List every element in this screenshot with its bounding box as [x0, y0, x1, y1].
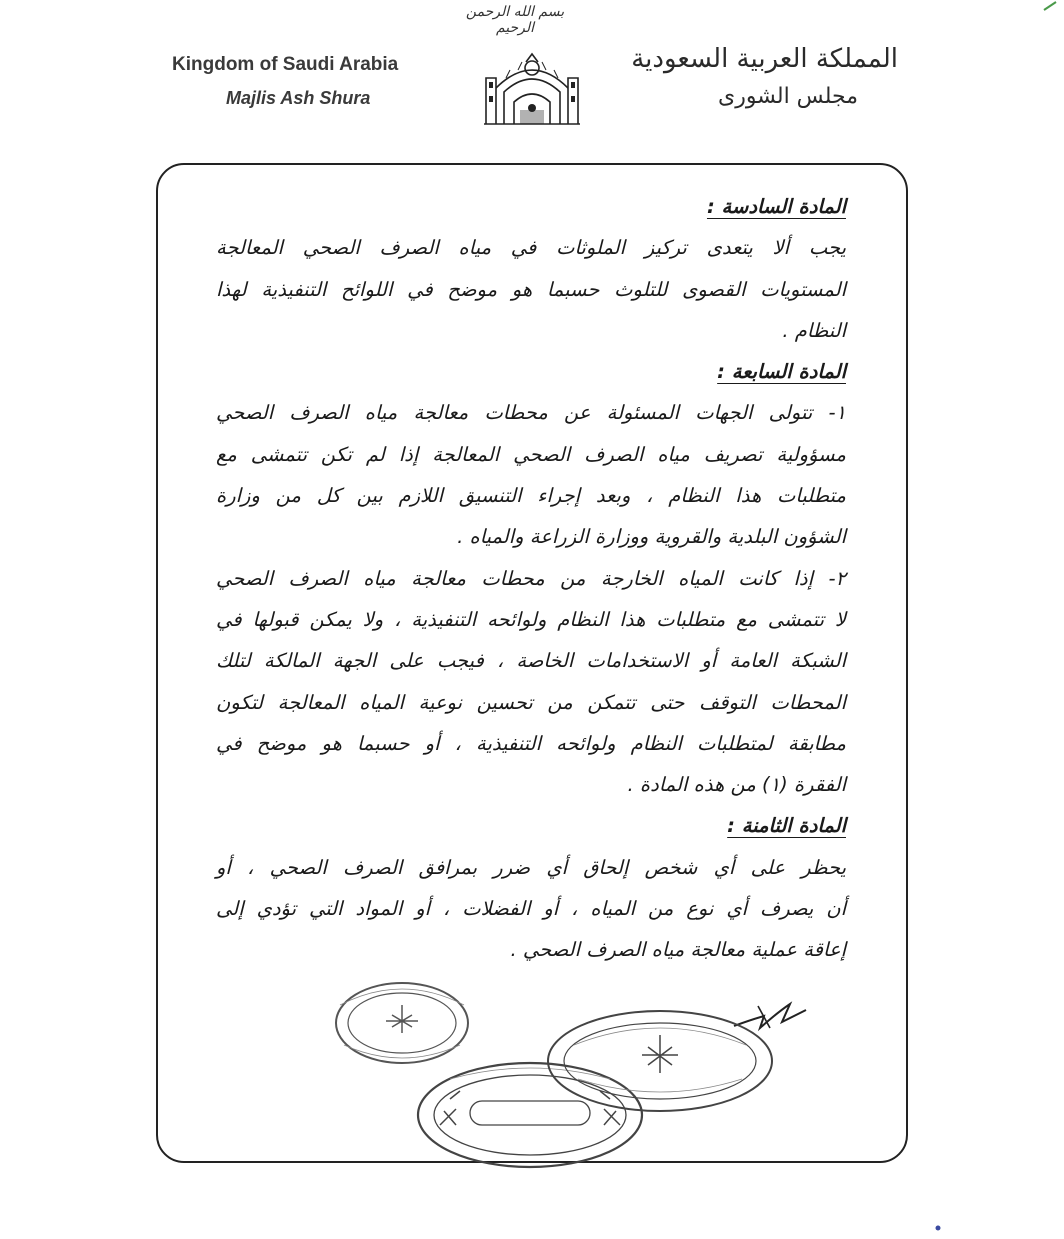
shura-stamp-icon [336, 983, 468, 1063]
article-6-line: يجب ألا يتعدى تركيز الملوثات في مياه الصرف الصحي المعالجة [216, 236, 846, 260]
english-title: Kingdom of Saudi Arabia [172, 54, 399, 75]
shura-emblem-icon [482, 48, 582, 126]
article-8-line: أن يصرف أي نوع من المياه ، أو الفضلات ، أو المواد التي تؤدي إلى [216, 897, 846, 921]
document-body [216, 186, 846, 971]
cabinet-stamp-icon [418, 1063, 642, 1167]
arabic-subtitle: مجلس الشورى [718, 84, 858, 109]
article-6-line: النظام . [782, 318, 846, 342]
arabic-title: المملكة العربية السعودية [631, 44, 898, 74]
basmala: بسم الله الرحمن الرحيم [465, 4, 565, 36]
article-6-line: المستويات القصوى للتلوث حسبما هو موضح في اللوائح التنفيذية لهذا [216, 277, 846, 301]
article-8-heading: المادة الثامنة : [727, 814, 846, 838]
article-7-line: مطابقة لمتطلبات النظام ولوائحه التنفيذية ، أو حسبما هو موضح في [216, 731, 846, 755]
english-subtitle: Majlis Ash Shura [226, 88, 371, 108]
official-stamps [320, 975, 880, 1175]
article-7-line: الشؤون البلدية والقروية ووزارة الزراعة والمياه . [457, 525, 846, 549]
article-7-line: الفقرة (١) من هذه المادة . [627, 773, 846, 797]
article-7-line: المحطات التوقف حتى تتمكن من تحسين نوعية المياه المعالجة لتكون [216, 690, 846, 714]
article-7-line: ١- تتولى الجهات المسئولة عن محطات معالجة مياه الصرف الصحي [216, 401, 846, 425]
kingdom-stamp-icon [548, 1011, 772, 1111]
article-7-heading: المادة السابعة : [717, 360, 846, 384]
scan-mark-icon [1042, 0, 1062, 12]
article-7-line: مسؤولية تصريف مياه الصرف الصحي المعالجة إذا لم تكن تتمشى مع [216, 442, 846, 466]
article-8-line: يحظر على أي شخص إلحاق أي ضرر بمرافق الصرف الصحي ، أو [216, 855, 846, 879]
scan-dot-icon [934, 1224, 942, 1232]
article-7-line: ٢- إذا كانت المياه الخارجة من محطات معالجة مياه الصرف الصحي [216, 566, 846, 590]
article-8-line: إعاقة عملية معالجة مياه الصرف الصحي . [510, 938, 846, 962]
article-6-heading: المادة السادسة : [706, 195, 846, 218]
article-7-line: لا تتمشى مع متطلبات هذا النظام ولوائحه التنفيذية ، ولا يمكن قبولها في [216, 607, 846, 631]
article-7-line: متطلبات هذا النظام ، وبعد إجراء التنسيق اللازم بين كل من وزارة [216, 484, 846, 508]
article-7-line: الشبكة العامة أو الاستخدامات الخاصة ، فيجب على الجهة المالكة لتلك [216, 649, 846, 673]
